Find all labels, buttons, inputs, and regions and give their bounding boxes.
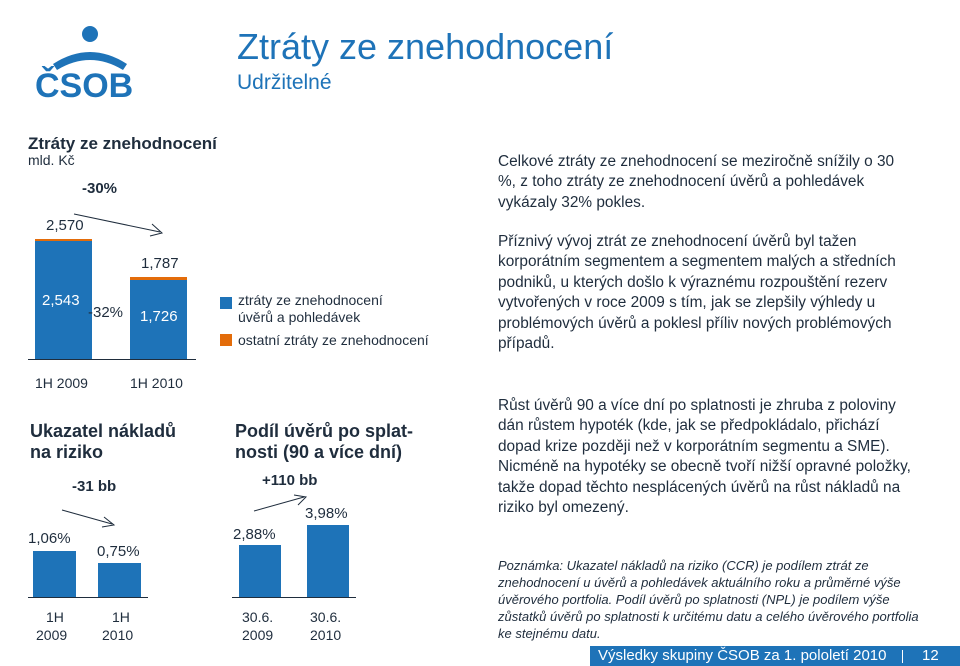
chart1-baseline — [28, 359, 196, 360]
chart3-value-2009: 2,88% — [233, 526, 276, 543]
chart2-change: -31 bb — [72, 478, 117, 495]
chart1-xlabel-2009: 1H 2009 — [35, 375, 88, 391]
text-paragraph-3: Růst úvěrů 90 a více dní po splatnosti je zhruba z poloviny dán růstem hypoték (kde, jak se předpokládalo, přichází dopad krize později než v korporátním segmentu a SME). Nicméně na hypotéky se obecně tvoří nižší opravné položky, takže dopad těchto nesplácených úvěrů na růst nákladů na riziko byl omezený. — [498, 397, 911, 517]
footer-separator — [902, 650, 903, 663]
chart2-title-line1: Ukazatel nákladů — [30, 421, 177, 441]
chart1-total-2010: 1,787 — [141, 255, 179, 272]
chart3-x1-line1: 30.6. — [242, 609, 274, 625]
chart2-value-2010: 0,75% — [97, 543, 140, 560]
chart2-x2-line1: 1H — [112, 609, 130, 625]
chart1-xlabel-2010: 1H 2010 — [130, 375, 183, 391]
legend-swatch-other — [220, 334, 232, 346]
csob-logo-mark — [35, 20, 135, 105]
chart3-x2-line1: 30.6. — [310, 609, 342, 625]
chart3-value-2010: 3,98% — [305, 505, 348, 522]
chart2-bar-2010 — [98, 563, 141, 597]
legend-loans-line1: ztráty ze znehodnocení — [238, 292, 383, 308]
chart3-bar-2009 — [239, 545, 281, 597]
text-paragraph-1: Celkové ztráty ze znehodnocení se meziročně snížily o 30 %, z toho ztráty ze znehodnocení úvěrů a pohledávek vykázaly 32% pokles. — [498, 153, 895, 211]
chart2-baseline — [28, 597, 148, 598]
chart3-title-line1: Podíl úvěrů po splat- — [235, 421, 414, 441]
chart2-x1-line2: 2009 — [36, 627, 68, 643]
chart1-change-loans: -32% — [88, 304, 124, 321]
chart2-bar-2009 — [33, 551, 76, 597]
chart1-loans-2009: 2,543 — [42, 292, 80, 309]
chart3-x1-line2: 2009 — [242, 627, 274, 643]
chart1-trend-arrow — [72, 210, 172, 240]
chart3-bar-2010 — [307, 525, 349, 597]
chart3-title-line2: nosti (90 a více dní) — [235, 442, 403, 462]
logo-text: ČSOB — [35, 67, 134, 105]
chart3-baseline — [232, 597, 356, 598]
text-paragraph-2: Příznivý vývoj ztrát ze znehodnocení úvěrů byl tažen korporátním segmentem a segmentem malých a středních podniků, u kterých došlo k výraznému rozpouštění rezerv vytvořených v roce 2009 s tím, jak se zlepšily výhledy u problémových úvěrů a poklesl příliv nových problémových případů. — [498, 233, 896, 353]
chart1-total-2009: 2,570 — [46, 217, 84, 234]
chart2-x2-line2: 2010 — [102, 627, 134, 643]
chart1-unit: mld. Kč — [28, 152, 75, 168]
chart1-loans-2010: 1,726 — [140, 308, 178, 325]
chart3-change: +110 bb — [262, 472, 318, 489]
footer-text: Výsledky skupiny ČSOB za 1. pololetí 2010 — [598, 647, 887, 664]
chart2-x1-line1: 1H — [46, 609, 64, 625]
chart2-value-2009: 1,06% — [28, 530, 71, 547]
text-note: Poznámka: Ukazatel nákladů na riziko (CCR) je podílem ztrát ze znehodnocení u úvěrů a pohledávek aktuálního roku a průměrné výše úvěrového portfolia. Podíl úvěrů po splatnosti (NPL) je podílem výše zůstatků úvěrů po splatnosti k určitému datu a celého úvěrového portfolia ke stejnému datu. — [498, 558, 919, 641]
page-number: 12 — [922, 647, 939, 664]
legend-loans-line2: úvěrů a pohledávek — [238, 309, 361, 325]
chart2-trend-arrow — [60, 508, 120, 528]
chart1-title: Ztráty ze znehodnocení — [28, 134, 217, 153]
csob-logo — [35, 20, 135, 105]
legend-other: ostatní ztráty ze znehodnocení — [238, 332, 429, 348]
legend-swatch-loans — [220, 297, 232, 309]
chart1-bar-other-2009 — [35, 239, 92, 241]
chart2-title-line2: na riziko — [30, 442, 104, 462]
chart1-bar-other-2010 — [130, 277, 187, 280]
chart1-change-total: -30% — [82, 180, 118, 197]
chart3-x2-line2: 2010 — [310, 627, 342, 643]
chart3-trend-arrow — [252, 494, 312, 514]
page-subtitle: Udržitelné — [237, 71, 332, 94]
page-title: Ztráty ze znehodnocení — [237, 26, 614, 67]
